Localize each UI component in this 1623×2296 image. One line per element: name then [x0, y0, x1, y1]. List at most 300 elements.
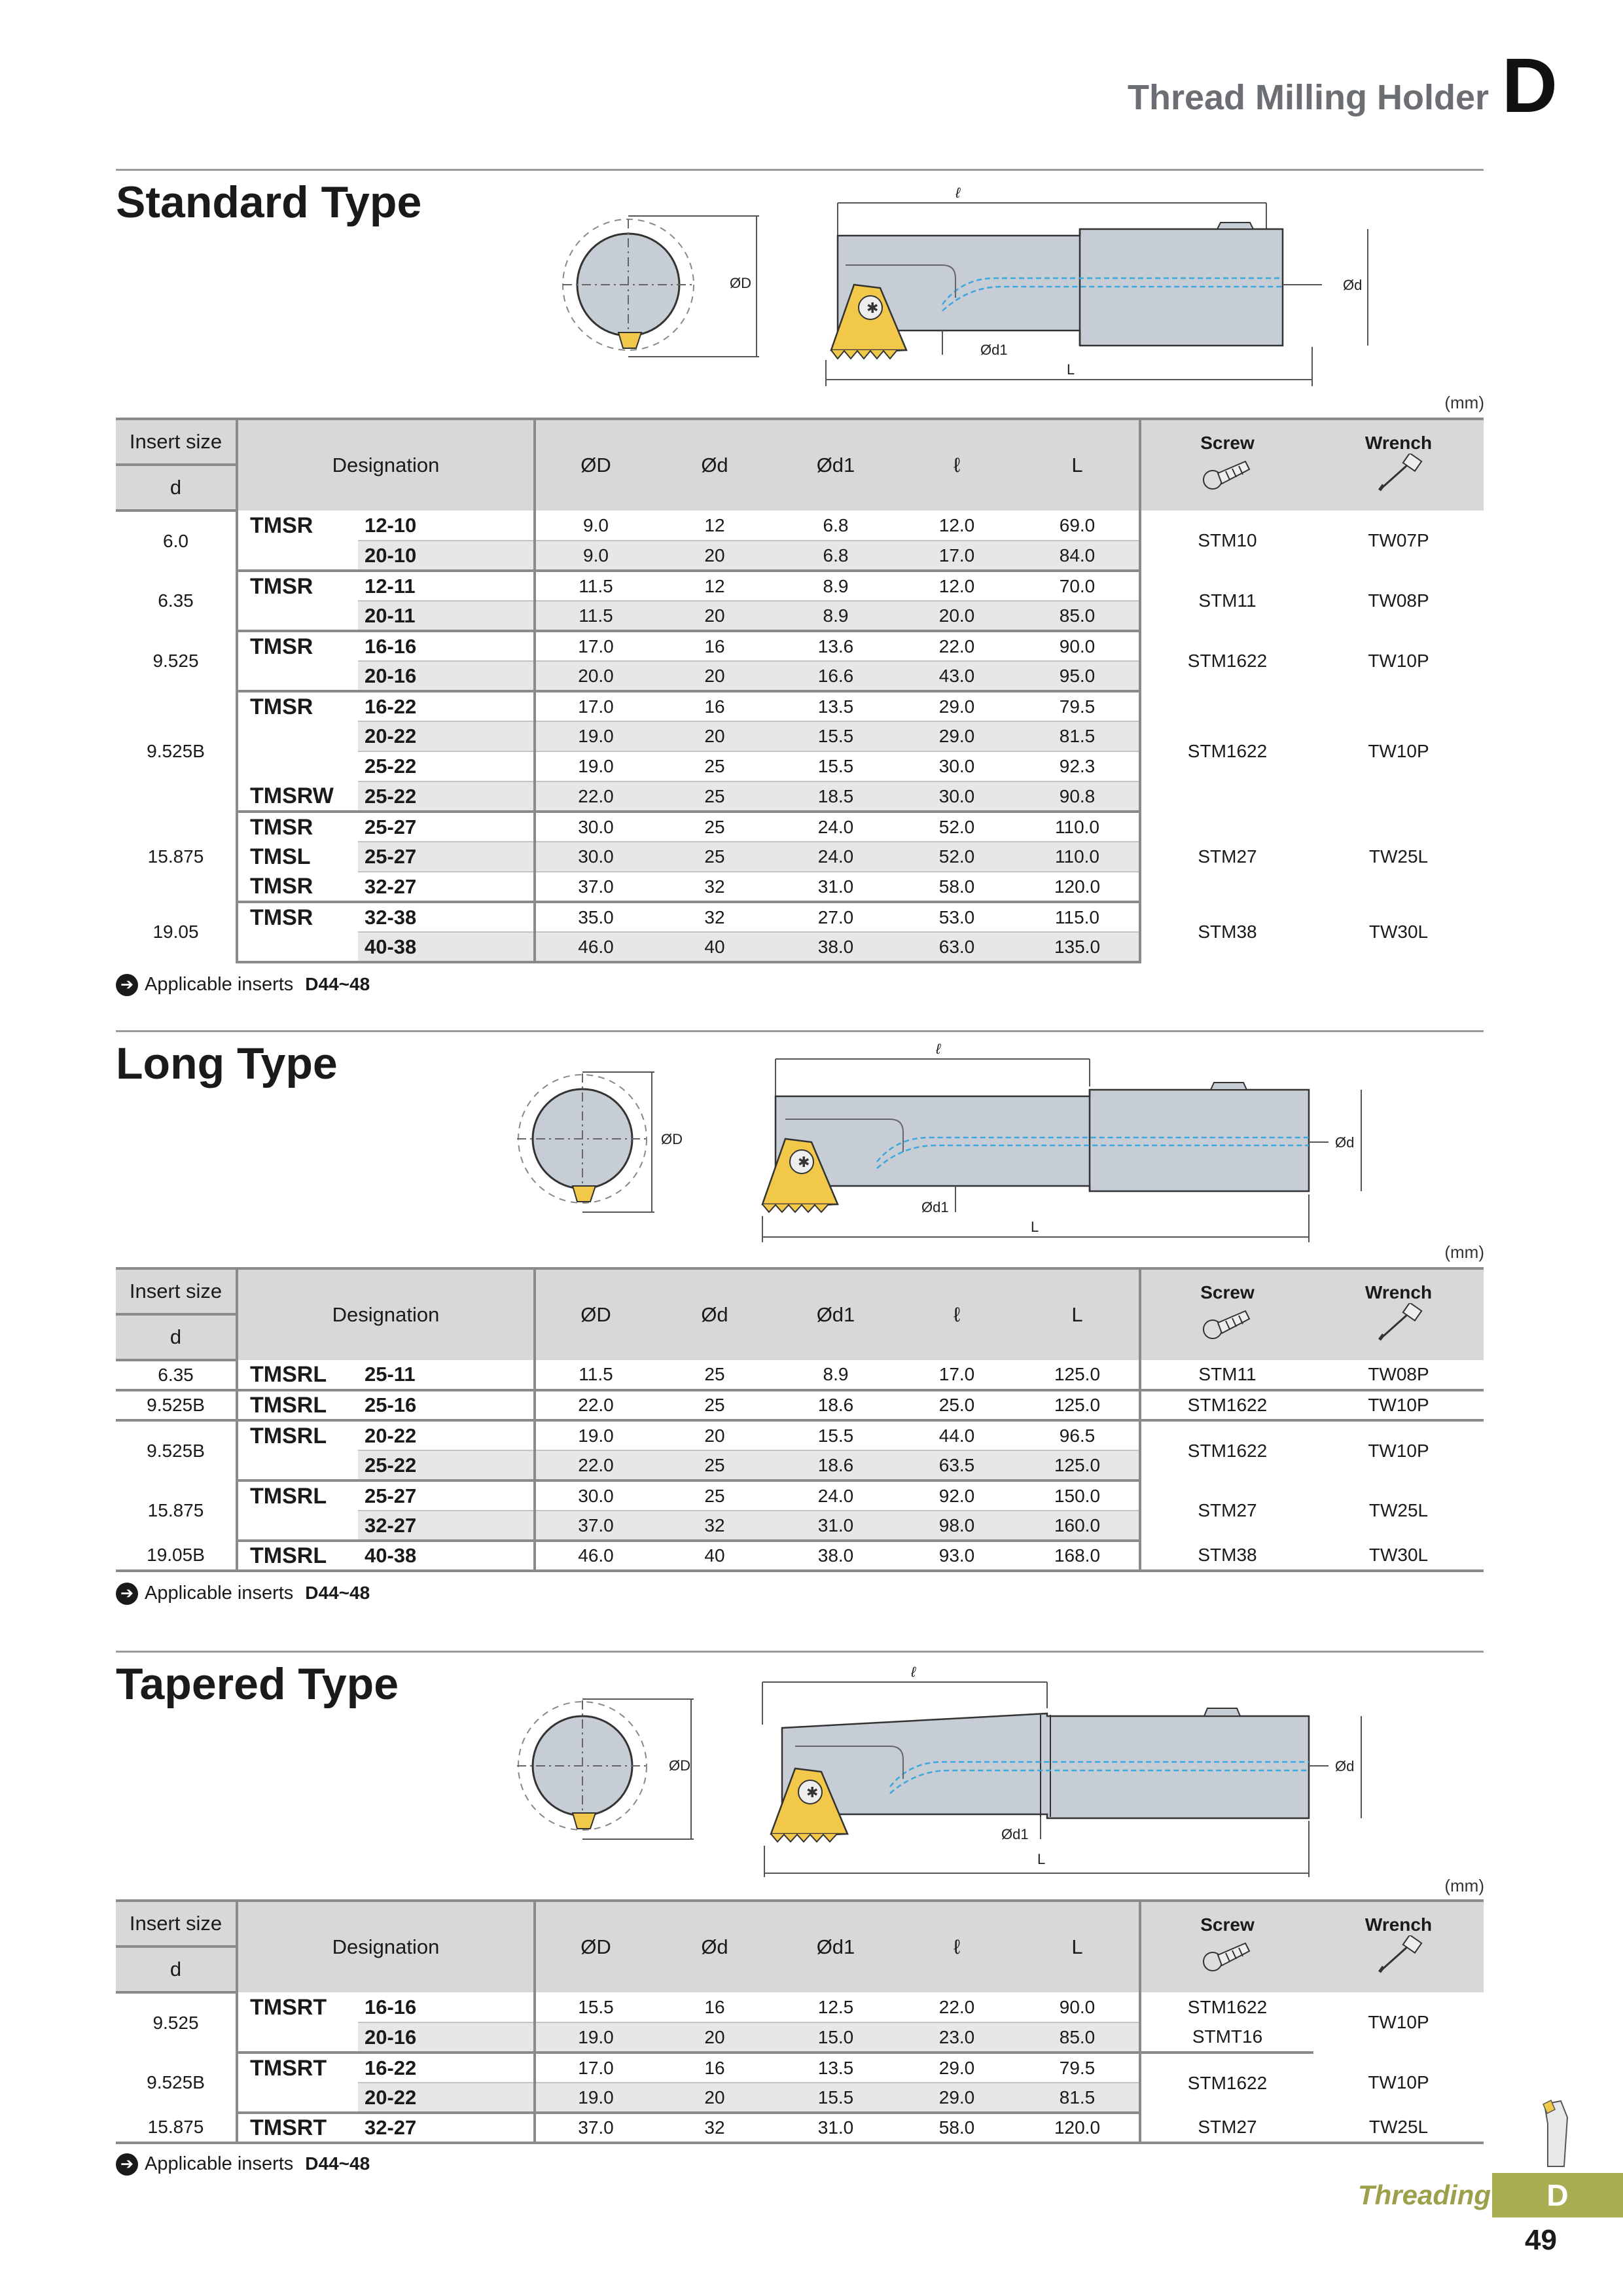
- col-wrench: Wrench: [1313, 1901, 1484, 1992]
- designation-suffix: 20-22: [358, 1420, 535, 1450]
- cell-L: 115.0: [1016, 902, 1140, 932]
- cell-D: 11.5: [535, 601, 656, 631]
- col-designation: Designation: [237, 1268, 535, 1360]
- svg-text:ØD: ØD: [669, 1757, 690, 1774]
- applicable-inserts-long: ➔ Applicable inserts D44~48: [116, 1583, 370, 1605]
- cell-L: 90.0: [1016, 1992, 1140, 2022]
- cell-l: 22.0: [898, 1992, 1016, 2022]
- cell-l: 22.0: [898, 631, 1016, 661]
- designation-prefix: [237, 2022, 358, 2053]
- screw-cell: STM1622: [1187, 651, 1268, 671]
- svg-text:L: L: [1037, 1851, 1046, 1867]
- cell-L: 79.5: [1016, 691, 1140, 721]
- footer-category: Threading: [1358, 2179, 1491, 2210]
- designation-suffix: 32-27: [358, 872, 535, 902]
- cell-d1: 18.6: [774, 1390, 898, 1420]
- insert-size-cell: 6.35: [116, 1360, 237, 1390]
- svg-text:ØD: ØD: [730, 275, 751, 291]
- designation-suffix: 25-27: [358, 1480, 535, 1511]
- section-tab: D: [1492, 2173, 1623, 2217]
- cell-d1: 16.6: [774, 661, 898, 691]
- screw-cell: STM27: [1198, 846, 1257, 867]
- designation-suffix: 32-27: [358, 1511, 535, 1541]
- cell-D: 9.0: [535, 511, 656, 541]
- cell-d1: 6.8: [774, 541, 898, 571]
- svg-text:L: L: [1067, 361, 1075, 378]
- cell-D: 22.0: [535, 1390, 656, 1420]
- cell-l: 29.0: [898, 691, 1016, 721]
- cell-d: 32: [656, 2113, 774, 2143]
- cell-L: 110.0: [1016, 812, 1140, 842]
- cell-d: 16: [656, 631, 774, 661]
- cell-d1: 31.0: [774, 2113, 898, 2143]
- designation-suffix: 20-11: [358, 601, 535, 631]
- wrench-cell: TW25L: [1313, 2113, 1484, 2143]
- cell-l: 29.0: [898, 2053, 1016, 2083]
- col-L: L: [1016, 1901, 1140, 1992]
- cell-l: 23.0: [898, 2022, 1016, 2053]
- wrench-cell: TW08P: [1313, 1360, 1484, 1390]
- designation-suffix: 25-22: [358, 1450, 535, 1480]
- designation-suffix: 12-11: [358, 571, 535, 601]
- screw-cell: STM1622: [1187, 741, 1268, 761]
- designation-suffix: 20-22: [358, 2083, 535, 2113]
- svg-text:ℓ: ℓ: [911, 1664, 916, 1680]
- designation-prefix: [237, 1511, 358, 1541]
- cell-d: 32: [656, 1511, 774, 1541]
- col-L: L: [1016, 419, 1140, 511]
- insert-size-cell: 9.525: [116, 1992, 237, 2053]
- designation-prefix: [237, 1450, 358, 1480]
- cell-L: 81.5: [1016, 2083, 1140, 2113]
- svg-text:ØD: ØD: [661, 1131, 683, 1147]
- table-row: [116, 2053, 1484, 2083]
- standard-type-title: Standard Type: [116, 177, 422, 227]
- cell-D: 9.0: [535, 541, 656, 571]
- designation-suffix: 25-11: [358, 1360, 535, 1390]
- col-D: ØD: [535, 419, 656, 511]
- designation-prefix: TMSR: [250, 512, 313, 538]
- screw-cell: STM10: [1198, 530, 1257, 550]
- cell-d: 25: [656, 842, 774, 872]
- section-letter: D: [1501, 43, 1558, 129]
- long-type-table: [116, 1267, 1484, 1572]
- cell-L: 79.5: [1016, 2053, 1140, 2083]
- designation-suffix: 16-22: [358, 2053, 535, 2083]
- insert-size-cell: 9.525B: [116, 691, 237, 812]
- long-type-title: Long Type: [116, 1039, 338, 1088]
- cell-d: 16: [656, 1992, 774, 2022]
- table-row: [116, 902, 1484, 932]
- designation-suffix: 32-38: [358, 902, 535, 932]
- cell-L: 84.0: [1016, 541, 1140, 571]
- svg-text:ℓ: ℓ: [936, 1041, 941, 1057]
- col-screw: Screw: [1140, 419, 1313, 511]
- col-d: Ød: [656, 1901, 774, 1992]
- cell-d1: 38.0: [774, 1541, 898, 1571]
- designation-prefix: TMSRL: [237, 1541, 358, 1571]
- insert-size-cell: 15.875: [116, 812, 237, 902]
- table-row: [116, 2113, 1484, 2143]
- designation-suffix: 20-22: [358, 721, 535, 751]
- cell-d: 25: [656, 1390, 774, 1420]
- cell-l: 30.0: [898, 751, 1016, 781]
- cell-l: 52.0: [898, 842, 1016, 872]
- table-row: [116, 1390, 1484, 1420]
- col-L: L: [1016, 1268, 1140, 1360]
- cell-l: 98.0: [898, 1511, 1016, 1541]
- wrench-cell: TW10P: [1368, 741, 1429, 761]
- tapered-type-title: Tapered Type: [116, 1659, 399, 1709]
- cell-d1: 15.0: [774, 2022, 898, 2053]
- designation-prefix: [237, 2083, 358, 2113]
- cell-D: 17.0: [535, 631, 656, 661]
- designation-prefix: TMSRT: [237, 2113, 358, 2143]
- designation-prefix: TMSR: [250, 573, 313, 599]
- cell-l: 58.0: [898, 2113, 1016, 2143]
- cell-D: 11.5: [535, 1360, 656, 1390]
- screw-cell: STM27: [1140, 2113, 1313, 2143]
- designation-prefix: TMSRT: [250, 1994, 327, 2020]
- cell-L: 95.0: [1016, 661, 1140, 691]
- table-row: [116, 691, 1484, 721]
- cell-d: 25: [656, 751, 774, 781]
- cell-d1: 12.5: [774, 1992, 898, 2022]
- screw-cell: STM11: [1198, 590, 1257, 611]
- col-d1: Ød1: [774, 1268, 898, 1360]
- cell-L: 168.0: [1016, 1541, 1140, 1571]
- col-designation: Designation: [237, 1901, 535, 1992]
- designation-prefix: [237, 751, 358, 781]
- tapered-type-table: [116, 1899, 1484, 2144]
- page-header-title: Thread Milling Holder: [1127, 78, 1489, 117]
- designation-prefix: TMSR: [250, 814, 313, 840]
- col-D: ØD: [535, 1268, 656, 1360]
- insert-size-cell: 9.525: [116, 631, 237, 691]
- cell-d: 32: [656, 902, 774, 932]
- insert-size-cell: 15.875: [116, 2113, 237, 2143]
- col-designation: Designation: [237, 419, 535, 511]
- threading-tool-icon: [1531, 2098, 1577, 2170]
- designation-prefix: TMSRW: [237, 781, 358, 812]
- designation-prefix: [237, 721, 358, 751]
- arrow-icon: ➔: [116, 974, 138, 996]
- table-row: [116, 2022, 1484, 2053]
- table-row: [116, 1480, 1484, 1511]
- designation-prefix: TMSRL: [250, 1483, 327, 1509]
- wrench-icon: [1369, 1935, 1428, 1975]
- screw-cell: STM38: [1198, 922, 1257, 942]
- cell-d1: 24.0: [774, 842, 898, 872]
- page-number: 49: [1525, 2224, 1557, 2256]
- cell-D: 19.0: [535, 2083, 656, 2113]
- section-rule: [116, 1030, 1484, 1032]
- cell-l: 12.0: [898, 571, 1016, 601]
- cell-D: 15.5: [535, 1992, 656, 2022]
- cell-D: 30.0: [535, 1480, 656, 1511]
- cell-D: 46.0: [535, 932, 656, 962]
- cell-d: 16: [656, 2053, 774, 2083]
- cell-D: 19.0: [535, 721, 656, 751]
- insert-size-cell: 15.875: [116, 1480, 237, 1541]
- col-l: ℓ: [898, 1901, 1016, 1992]
- insert-size-cell: 9.525B: [116, 2053, 237, 2113]
- insert-size-cell: 19.05B: [116, 1541, 237, 1571]
- wrench-cell: TW30L: [1313, 1541, 1484, 1571]
- wrench-cell: TW25L: [1368, 846, 1429, 867]
- screw-cell: STM27: [1198, 1500, 1257, 1520]
- cell-D: 17.0: [535, 2053, 656, 2083]
- cell-d1: 8.9: [774, 601, 898, 631]
- cell-d: 25: [656, 1360, 774, 1390]
- wrench-cell: TW25L: [1368, 1500, 1429, 1520]
- cell-l: 58.0: [898, 872, 1016, 902]
- cell-d: 20: [656, 2022, 774, 2053]
- insert-size-cell: 6.0: [116, 511, 237, 571]
- cell-d: 20: [656, 601, 774, 631]
- svg-text:Ød: Ød: [1335, 1134, 1355, 1151]
- col-screw: Screw: [1140, 1268, 1313, 1360]
- cell-d1: 13.5: [774, 2053, 898, 2083]
- cell-l: 63.0: [898, 932, 1016, 962]
- col-d: Ød: [656, 419, 774, 511]
- cell-L: 160.0: [1016, 1511, 1140, 1541]
- wrench-cell: TW10P: [1368, 2072, 1429, 2092]
- screw-cell: STM1622: [1140, 1390, 1313, 1420]
- col-l: ℓ: [898, 1268, 1016, 1360]
- cell-d1: 13.5: [774, 691, 898, 721]
- screw-cell: STM11: [1140, 1360, 1313, 1390]
- cell-D: 11.5: [535, 571, 656, 601]
- col-screw: Screw: [1140, 1901, 1313, 1992]
- cell-d: 25: [656, 781, 774, 812]
- cell-l: 43.0: [898, 661, 1016, 691]
- col-l: ℓ: [898, 419, 1016, 511]
- table-row: [116, 812, 1484, 842]
- svg-text:✱: ✱: [866, 300, 879, 316]
- designation-prefix: TMSRL: [250, 1423, 327, 1448]
- table-row: [116, 571, 1484, 601]
- designation-suffix: 20-16: [358, 661, 535, 691]
- cell-l: 29.0: [898, 2083, 1016, 2113]
- cell-D: 46.0: [535, 1541, 656, 1571]
- designation-suffix: 20-16: [358, 2022, 535, 2053]
- cell-D: 19.0: [535, 751, 656, 781]
- cell-l: 53.0: [898, 902, 1016, 932]
- cell-l: 44.0: [898, 1420, 1016, 1450]
- unit-label: (mm): [1444, 1242, 1484, 1262]
- wrench-cell: TW30L: [1368, 922, 1429, 942]
- screw-cell: STM1622: [1187, 1997, 1268, 2017]
- svg-text:L: L: [1031, 1219, 1039, 1235]
- cell-L: 110.0: [1016, 842, 1140, 872]
- designation-prefix: TMSRL: [237, 1360, 358, 1390]
- insert-size-cell: 9.525B: [116, 1420, 237, 1480]
- cell-l: 12.0: [898, 511, 1016, 541]
- screw-icon: [1198, 1935, 1257, 1975]
- cell-L: 125.0: [1016, 1360, 1140, 1390]
- cell-l: 63.5: [898, 1450, 1016, 1480]
- cell-d1: 15.5: [774, 2083, 898, 2113]
- cell-L: 120.0: [1016, 2113, 1140, 2143]
- col-d1: Ød1: [774, 419, 898, 511]
- screw-cell: STMT16: [1140, 2022, 1313, 2053]
- cell-d: 32: [656, 872, 774, 902]
- cell-d: 25: [656, 1450, 774, 1480]
- designation-prefix: [237, 932, 358, 962]
- cell-L: 85.0: [1016, 2022, 1140, 2053]
- cell-l: 17.0: [898, 541, 1016, 571]
- cell-d: 16: [656, 691, 774, 721]
- unit-label: (mm): [1444, 1876, 1484, 1895]
- designation-suffix: 16-16: [358, 631, 535, 661]
- designation-prefix: TMSR: [250, 694, 313, 719]
- cell-d: 25: [656, 1480, 774, 1511]
- cell-d1: 18.6: [774, 1450, 898, 1480]
- standard-type-diagram: [550, 183, 1387, 399]
- designation-prefix: TMSL: [250, 844, 311, 869]
- designation-suffix: 25-16: [358, 1390, 535, 1420]
- cell-l: 93.0: [898, 1541, 1016, 1571]
- insert-size-cell: 9.525B: [116, 1390, 237, 1420]
- standard-type-table: [116, 418, 1484, 963]
- cell-D: 37.0: [535, 872, 656, 902]
- col-insert-size: Insert size: [116, 1268, 237, 1314]
- cell-D: 35.0: [535, 902, 656, 932]
- cell-L: 70.0: [1016, 571, 1140, 601]
- screw-cell: STM1622: [1187, 1441, 1268, 1461]
- cell-L: 90.8: [1016, 781, 1140, 812]
- insert-size-cell: 19.05: [116, 902, 237, 962]
- cell-L: 125.0: [1016, 1390, 1140, 1420]
- col-d-size: d: [116, 1946, 237, 1992]
- cell-d1: 31.0: [774, 1511, 898, 1541]
- cell-d1: 18.5: [774, 781, 898, 812]
- wrench-cell: TW10P: [1368, 651, 1429, 671]
- table-row: [116, 1992, 1484, 2022]
- long-type-diagram: [497, 1041, 1381, 1250]
- cell-D: 22.0: [535, 781, 656, 812]
- designation-suffix: 32-27: [358, 2113, 535, 2143]
- applicable-inserts-tapered: ➔ Applicable inserts D44~48: [116, 2153, 370, 2176]
- col-wrench: Wrench: [1313, 1268, 1484, 1360]
- designation-prefix: [237, 661, 358, 691]
- designation-suffix: 20-10: [358, 541, 535, 571]
- table-row: [116, 631, 1484, 661]
- svg-text:Ød: Ød: [1343, 277, 1363, 293]
- col-insert-size: Insert size: [116, 419, 237, 465]
- section-rule: [116, 1651, 1484, 1653]
- table-row: [116, 1420, 1484, 1450]
- cell-D: 17.0: [535, 691, 656, 721]
- cell-L: 96.5: [1016, 1420, 1140, 1450]
- wrench-icon: [1369, 1303, 1428, 1342]
- cell-l: 29.0: [898, 721, 1016, 751]
- cell-D: 30.0: [535, 812, 656, 842]
- cell-d1: 38.0: [774, 932, 898, 962]
- designation-prefix: TMSRL: [237, 1390, 358, 1420]
- cell-D: 30.0: [535, 842, 656, 872]
- cell-d1: 15.5: [774, 751, 898, 781]
- svg-text:Ød1: Ød1: [980, 342, 1008, 358]
- table-row: [116, 511, 1484, 541]
- insert-size-cell: 6.35: [116, 571, 237, 631]
- cell-L: 81.5: [1016, 721, 1140, 751]
- cell-l: 92.0: [898, 1480, 1016, 1511]
- designation-suffix: 25-27: [358, 812, 535, 842]
- col-d-size: d: [116, 1314, 237, 1360]
- designation-prefix: [237, 541, 358, 571]
- cell-D: 37.0: [535, 2113, 656, 2143]
- designation-suffix: 40-38: [358, 932, 535, 962]
- designation-suffix: 25-27: [358, 842, 535, 872]
- unit-label: (mm): [1444, 393, 1484, 412]
- designation-suffix: 25-22: [358, 751, 535, 781]
- cell-d1: 8.9: [774, 1360, 898, 1390]
- cell-L: 85.0: [1016, 601, 1140, 631]
- cell-l: 52.0: [898, 812, 1016, 842]
- screw-icon: [1198, 454, 1257, 493]
- svg-text:Ød1: Ød1: [921, 1199, 949, 1215]
- cell-D: 19.0: [535, 2022, 656, 2053]
- tapered-type-diagram: [497, 1662, 1381, 1878]
- cell-L: 135.0: [1016, 932, 1140, 962]
- arrow-icon: ➔: [116, 1583, 138, 1605]
- cell-D: 20.0: [535, 661, 656, 691]
- cell-d1: 31.0: [774, 872, 898, 902]
- svg-text:✱: ✱: [798, 1154, 810, 1170]
- cell-d1: 24.0: [774, 812, 898, 842]
- col-d-size: d: [116, 465, 237, 511]
- cell-d1: 15.5: [774, 721, 898, 751]
- designation-prefix: TMSR: [250, 905, 313, 930]
- cell-d1: 6.8: [774, 511, 898, 541]
- cell-L: 90.0: [1016, 631, 1140, 661]
- cell-l: 17.0: [898, 1360, 1016, 1390]
- cell-d1: 24.0: [774, 1480, 898, 1511]
- wrench-cell: TW10P: [1368, 1441, 1429, 1461]
- cell-D: 19.0: [535, 1420, 656, 1450]
- cell-d: 20: [656, 541, 774, 571]
- cell-L: 150.0: [1016, 1480, 1140, 1511]
- screw-icon: [1198, 1303, 1257, 1342]
- designation-suffix: 25-22: [358, 781, 535, 812]
- cell-d: 12: [656, 511, 774, 541]
- svg-text:✱: ✱: [806, 1784, 819, 1801]
- svg-text:Ød: Ød: [1335, 1758, 1355, 1774]
- designation-prefix: [237, 601, 358, 631]
- header-rule: [116, 169, 1484, 171]
- cell-d: 20: [656, 661, 774, 691]
- cell-L: 92.3: [1016, 751, 1140, 781]
- cell-d: 20: [656, 721, 774, 751]
- designation-suffix: 12-10: [358, 511, 535, 541]
- cell-d1: 13.6: [774, 631, 898, 661]
- cell-D: 37.0: [535, 1511, 656, 1541]
- designation-suffix: 40-38: [358, 1541, 535, 1571]
- col-d1: Ød1: [774, 1901, 898, 1992]
- cell-d: 20: [656, 1420, 774, 1450]
- cell-l: 20.0: [898, 601, 1016, 631]
- svg-text:ℓ: ℓ: [955, 185, 961, 201]
- cell-d: 40: [656, 932, 774, 962]
- table-row: [116, 1541, 1484, 1571]
- col-D: ØD: [535, 1901, 656, 1992]
- arrow-icon: ➔: [116, 2153, 138, 2176]
- designation-suffix: 16-22: [358, 691, 535, 721]
- designation-suffix: 16-16: [358, 1992, 535, 2022]
- cell-l: 25.0: [898, 1390, 1016, 1420]
